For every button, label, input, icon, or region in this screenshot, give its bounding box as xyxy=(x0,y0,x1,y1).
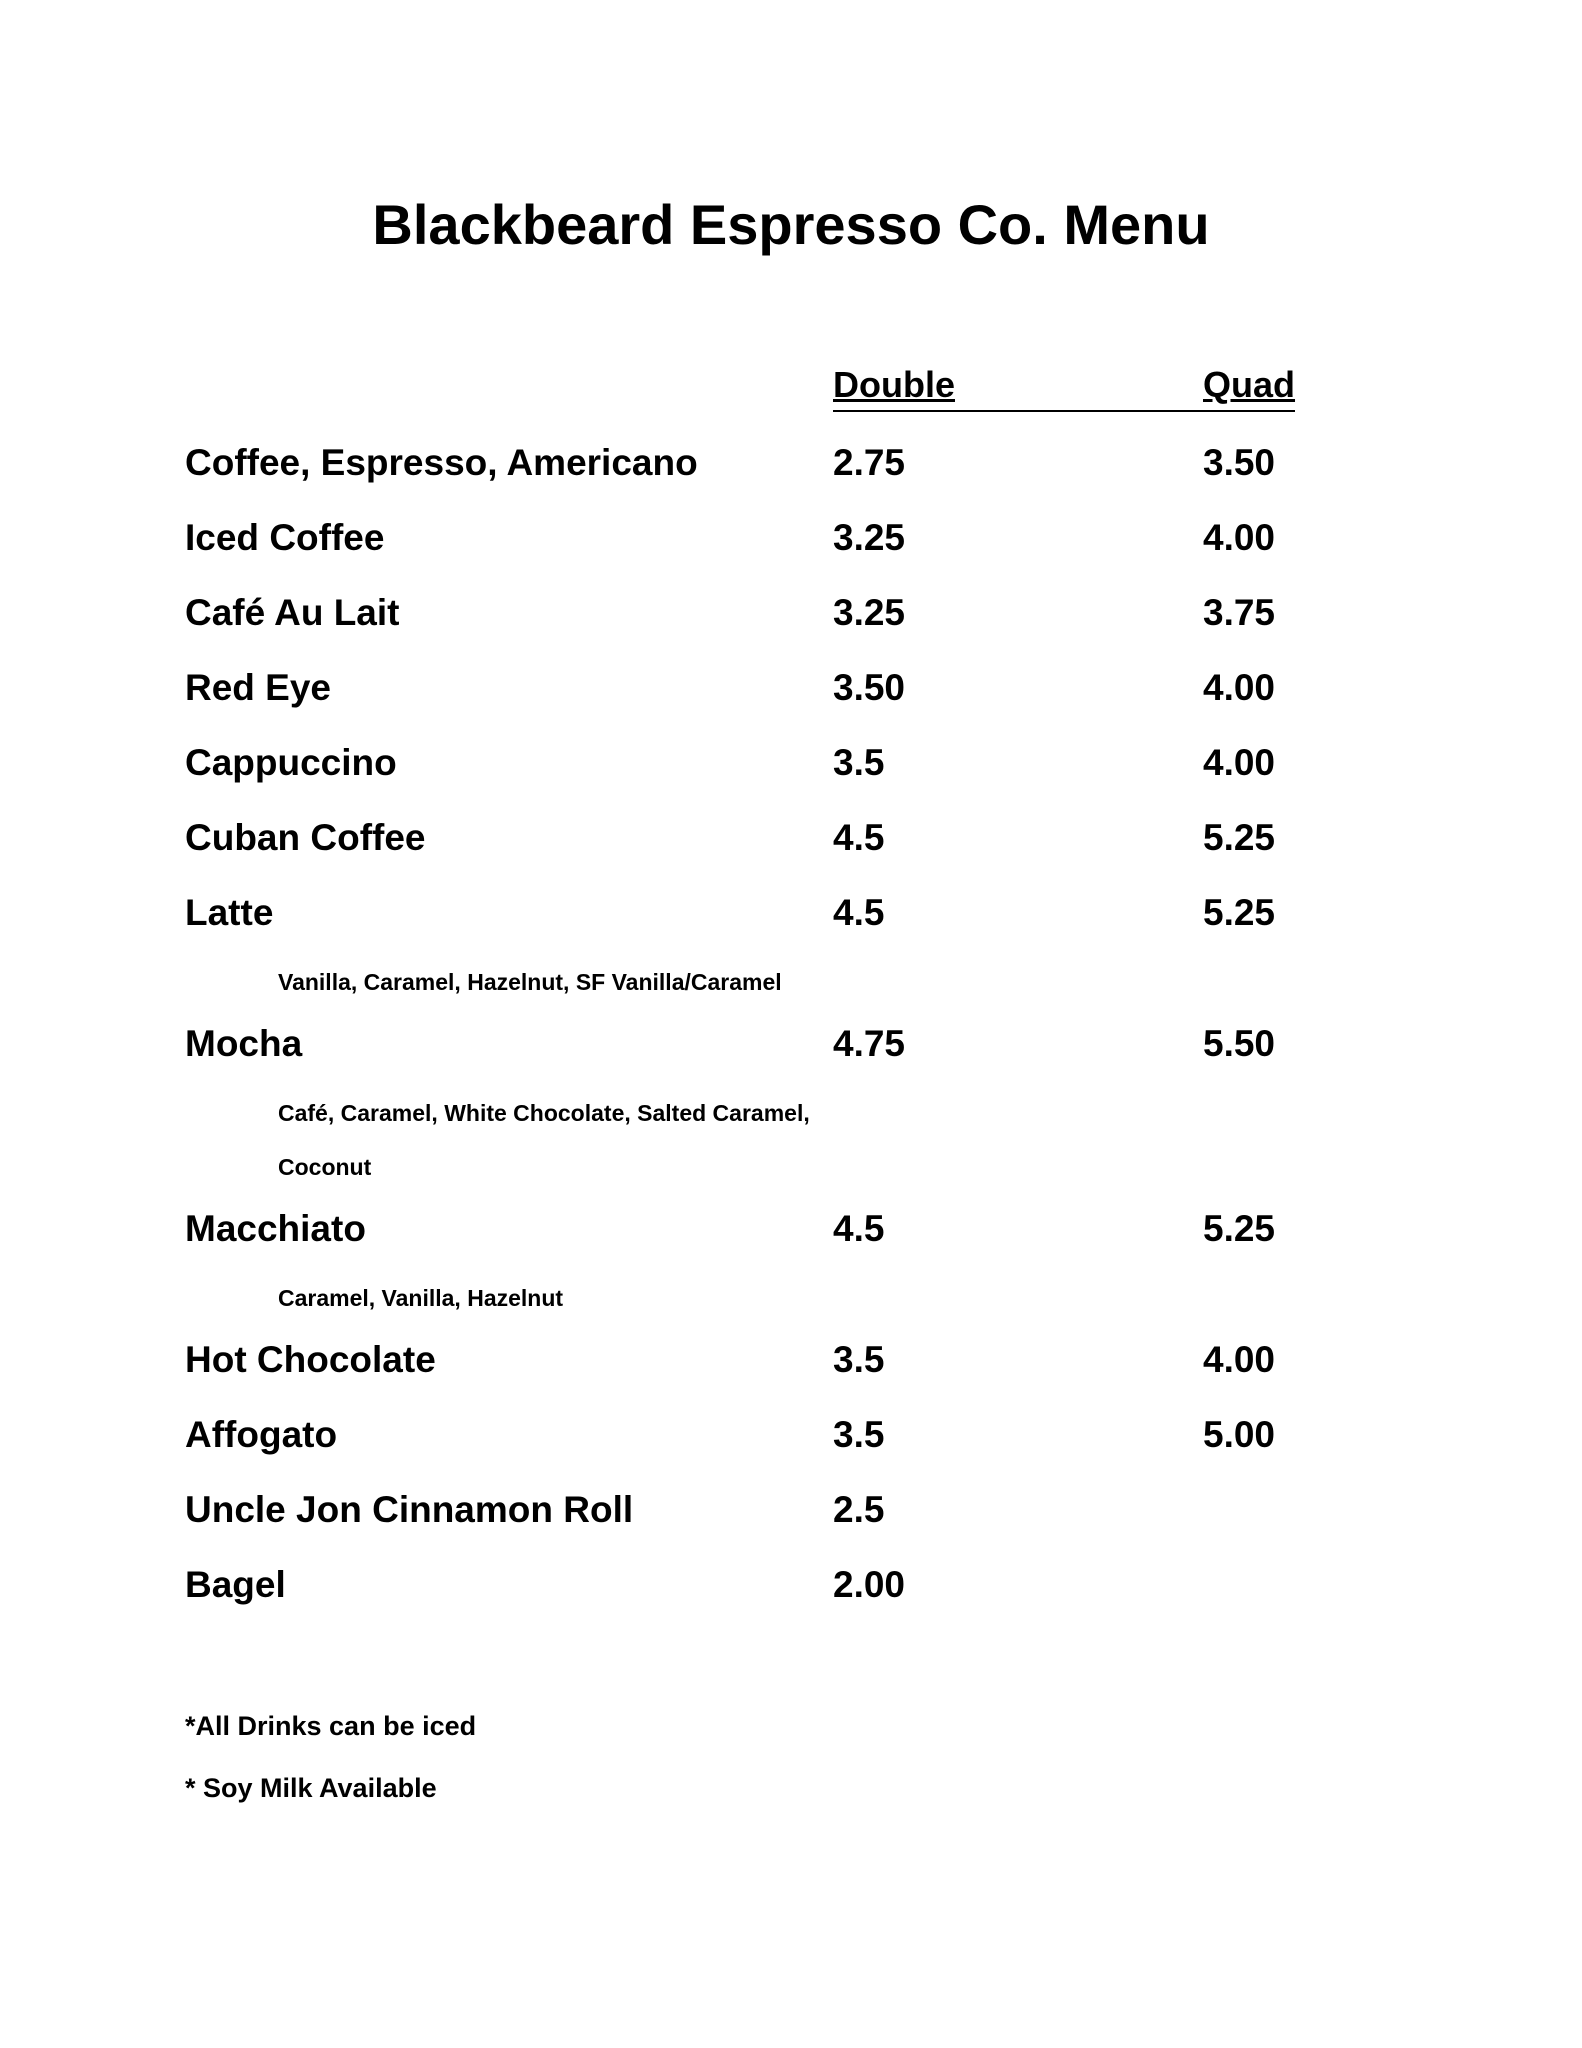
price-column-header xyxy=(833,362,1295,412)
double-price: 2.00 xyxy=(833,1564,906,1605)
item-name: Affogato xyxy=(185,1414,338,1455)
double-price: 3.5 xyxy=(833,742,885,783)
item-name: Latte xyxy=(185,892,274,933)
menu-item xyxy=(185,738,1385,813)
menu-item xyxy=(185,1019,1385,1094)
double-price: 3.50 xyxy=(833,667,906,708)
quad-price: 5.25 xyxy=(1203,1208,1276,1249)
item-name: Cappuccino xyxy=(185,742,397,783)
item-flavors: Caramel, Vanilla, Hazelnut xyxy=(278,1285,564,1311)
item-name: Mocha xyxy=(185,1023,303,1064)
quad-price: 5.00 xyxy=(1203,1414,1276,1455)
item-name: Uncle Jon Cinnamon Roll xyxy=(185,1489,634,1530)
double-price: 4.5 xyxy=(833,892,885,933)
double-price: 3.5 xyxy=(833,1414,885,1455)
menu-list xyxy=(185,438,1385,1635)
note-soy-milk: * Soy Milk Available xyxy=(185,1773,437,1803)
item-name: Red Eye xyxy=(185,667,332,708)
double-price: 2.75 xyxy=(833,442,906,483)
menu-item xyxy=(185,1204,1385,1279)
double-price: 4.75 xyxy=(833,1023,906,1064)
item-flavors: Vanilla, Caramel, Hazelnut, SF Vanilla/Caramel xyxy=(278,969,782,995)
item-name: Iced Coffee xyxy=(185,517,385,558)
item-name: Hot Chocolate xyxy=(185,1339,436,1380)
quad-price: 4.00 xyxy=(1203,517,1276,558)
double-price: 2.5 xyxy=(833,1489,885,1530)
menu-item xyxy=(185,513,1385,588)
menu-item xyxy=(185,1485,1385,1560)
menu-item xyxy=(185,1335,1385,1410)
menu-item xyxy=(185,663,1385,738)
item-flavors: Café, Caramel, White Chocolate, Salted Caramel, Coconut xyxy=(278,1100,810,1180)
menu-item xyxy=(185,813,1385,888)
menu-item xyxy=(185,438,1385,513)
menu-title: Blackbeard Espresso Co. Menu xyxy=(372,193,1210,256)
menu-item xyxy=(185,1410,1385,1485)
quad-price: 4.00 xyxy=(1203,742,1276,783)
quad-price: 5.50 xyxy=(1203,1023,1276,1064)
item-name: Coffee, Espresso, Americano xyxy=(185,442,698,483)
menu-item xyxy=(185,888,1385,963)
double-column-header: Double xyxy=(833,364,955,405)
quad-column-header: Quad xyxy=(1203,364,1296,405)
quad-price: 3.50 xyxy=(1203,442,1276,483)
double-price: 4.5 xyxy=(833,1208,885,1249)
double-price: 3.25 xyxy=(833,592,906,633)
note-iced: *All Drinks can be iced xyxy=(185,1711,477,1741)
quad-price: 5.25 xyxy=(1203,817,1276,858)
quad-price: 5.25 xyxy=(1203,892,1276,933)
quad-price: 4.00 xyxy=(1203,1339,1276,1380)
quad-price: 3.75 xyxy=(1203,592,1276,633)
item-name: Macchiato xyxy=(185,1208,366,1249)
double-price: 3.5 xyxy=(833,1339,885,1380)
menu-item xyxy=(185,1560,1385,1635)
double-price: 4.5 xyxy=(833,817,885,858)
item-name: Cuban Coffee xyxy=(185,817,426,858)
menu-notes xyxy=(185,1695,476,1819)
double-price: 3.25 xyxy=(833,517,906,558)
item-name: Bagel xyxy=(185,1564,286,1605)
menu-item xyxy=(185,588,1385,663)
item-name: Café Au Lait xyxy=(185,592,400,633)
quad-price: 4.00 xyxy=(1203,667,1276,708)
